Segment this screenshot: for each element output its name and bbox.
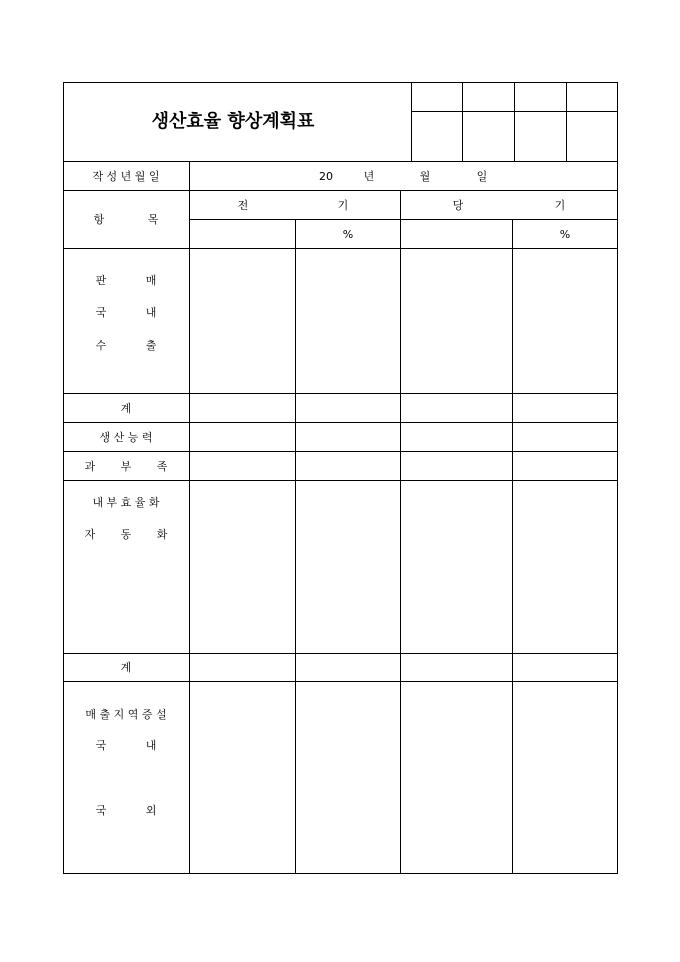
prev-period-char-1: 전 bbox=[237, 198, 249, 212]
date-row-label: 작 성 년 월 일 bbox=[92, 169, 160, 183]
region-domestic-label: 국 내 bbox=[95, 738, 157, 752]
approval-col-1 bbox=[411, 82, 412, 161]
border-bottom bbox=[63, 873, 618, 874]
curr-period-char-2: 기 bbox=[554, 198, 566, 212]
col-period-split bbox=[400, 190, 401, 873]
excess-shortage-label: 과 부 족 bbox=[84, 459, 168, 473]
rule-efficiency-top bbox=[63, 480, 618, 481]
form-title: 생산효율 향상계획표 bbox=[151, 111, 315, 132]
date-year-label: 년 bbox=[363, 169, 375, 183]
item-header: 항 목 bbox=[93, 213, 159, 226]
rule-header-bottom bbox=[63, 248, 618, 249]
internal-efficiency-label: 내 부 효 율 화 bbox=[92, 495, 160, 509]
domestic-label: 국 내 bbox=[95, 305, 157, 319]
prev-percent-label: % bbox=[342, 227, 354, 241]
export-label: 수 출 bbox=[95, 338, 157, 352]
sales-label: 판 매 bbox=[95, 273, 157, 287]
col-item-right bbox=[189, 161, 190, 873]
sales-region-expansion-label: 매 출 지 역 증 설 bbox=[85, 707, 167, 721]
approval-col-4 bbox=[566, 82, 567, 161]
subtotal-1-label: 계 bbox=[120, 401, 132, 415]
automation-label: 자 동 화 bbox=[84, 527, 168, 541]
col-prev-mid bbox=[295, 219, 296, 873]
curr-period-char-1: 당 bbox=[452, 198, 464, 212]
region-overseas-label: 국 외 bbox=[95, 803, 157, 817]
col-curr-mid bbox=[512, 219, 513, 873]
plan-form-sheet bbox=[63, 82, 618, 874]
date-month-label: 월 bbox=[419, 169, 431, 183]
rule-region-top bbox=[63, 681, 618, 682]
border-top bbox=[63, 82, 618, 83]
border-right bbox=[617, 82, 618, 874]
prev-period-char-2: 기 bbox=[337, 198, 349, 212]
production-capacity-label: 생 산 능 력 bbox=[99, 430, 153, 444]
approval-col-2 bbox=[462, 82, 463, 161]
date-day-label: 일 bbox=[476, 169, 488, 183]
approval-col-3 bbox=[514, 82, 515, 161]
curr-percent-label: % bbox=[559, 227, 571, 241]
subtotal-2-label: 계 bbox=[120, 661, 132, 674]
date-prefix: 20 bbox=[319, 169, 333, 183]
